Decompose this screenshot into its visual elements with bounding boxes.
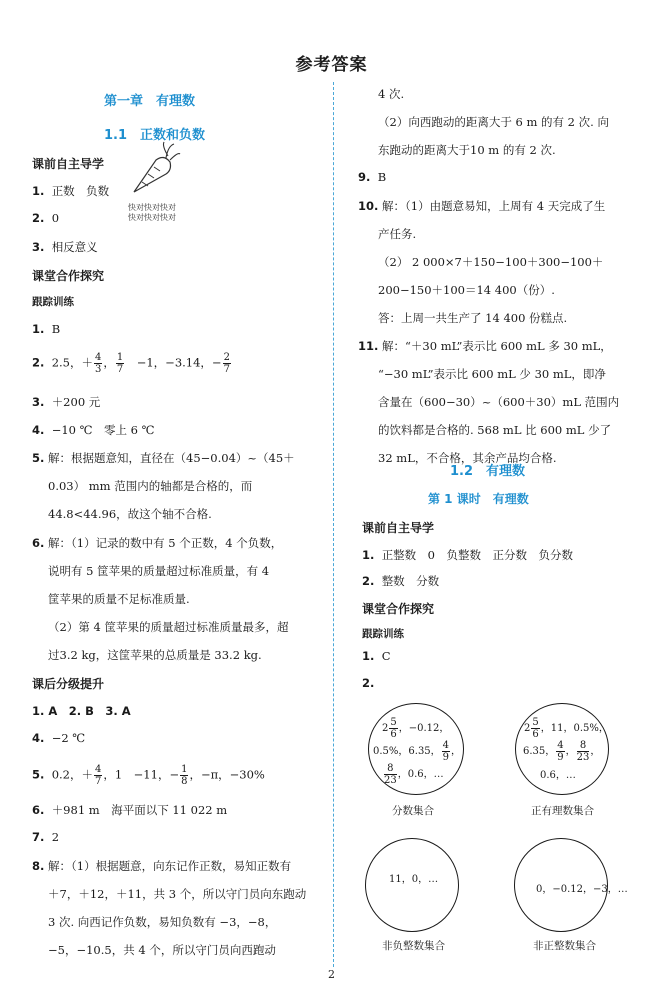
chapter-heading: 第一章 有理数 (104, 94, 196, 109)
lesson-heading: 第 1 课时 有理数 (428, 492, 529, 506)
post-item-8: 8. 解：（1）根据题意，向东记作正数，易知正数有 (32, 859, 292, 873)
answer-9: 9. B (358, 170, 387, 184)
post-item-7: 7. 2 (32, 830, 60, 844)
right-pre-item-1: 1. 正整数 0 负整数 正分数 负分数 (362, 548, 574, 562)
answer-10-line2: 产任务. (378, 227, 417, 241)
left-column (0, 0, 330, 1001)
right-track-item-2: 2. (362, 676, 375, 690)
right-track-heading: 跟踪训练 (362, 628, 404, 640)
coop-heading: 课堂合作探究 (32, 269, 105, 283)
track-item-3: 3. ＋200 元 (32, 395, 101, 409)
answer-10-line4: 200−150＋100＝14 400（份）. (378, 283, 555, 297)
post-item-4: 4. −2 ℃ (32, 731, 86, 745)
pre-class-heading: 课前自主导学 (32, 157, 105, 171)
answer-11-line5: 32 mL，不合格，其余产品均合格. (378, 451, 557, 465)
track-item-6-line5: 过3.2 kg，这筐苹果的总质量是 33.2 kg. (48, 648, 262, 662)
right-cont-line1: （2）向西跑动的距离大于 6 m 的有 2 次. 向 (378, 115, 609, 129)
positive-rational-set-label: 正有理数集合 (531, 805, 594, 817)
kuaidui-stamp: 快对快对快对 快对快对快对 (128, 203, 176, 222)
fraction-set-label: 分数集合 (392, 805, 434, 817)
pre-item-1: 1. 正数 负数 (32, 184, 110, 198)
section-heading-1-2: 1.2 有理数 (450, 464, 526, 479)
track-item-6-line2: 说明有 5 筐苹果的质量超过标准质量，有 4 (48, 564, 270, 578)
carrot-icon (126, 140, 181, 200)
fraction-set-line2: 0.5%，6.35， $\frac{4}{9}$ ， (373, 740, 462, 763)
track-item-1: 1. B (32, 322, 61, 336)
answer-10: 10. 解：（1）由题意易知，上周有 4 天完成了生 (358, 199, 606, 213)
track-item-5: 5. 解：根据题意知，直径在（45−0.04）~（45＋ (32, 451, 295, 465)
answer-11-line2: “−30 mL”表示比 600 mL 少 30 mL，即净 (378, 367, 606, 381)
answer-10-line5: 答：上周一共生产了 14 400 份糕点. (378, 311, 568, 325)
post-item-1-3: 1. A 2. B 3. A (32, 704, 131, 718)
post-item-5: 5. 0.2，＋ $\frac{4}{7}$ ，1 −11，− $\frac{1}{8}$ ，−π，−30% (32, 764, 265, 787)
page-title: 参考答案 (295, 55, 368, 75)
nonnegative-integer-set-circle (365, 838, 459, 932)
positive-rational-line3: 0.6，… (540, 770, 576, 781)
nonnegative-integer-set-label: 非负整数集合 (382, 940, 445, 952)
post-item-6: 6. ＋981 m 海平面以下 11 022 m (32, 803, 228, 817)
right-pre-heading: 课前自主导学 (362, 521, 435, 535)
answer-11-line4: 的饮料都是合格的. 568 mL 比 600 mL 少了 (378, 423, 612, 437)
post-item-8-line4: −5，−10.5，共 4 个，所以守门员向西跑动 (48, 943, 276, 957)
right-pre-item-2: 2. 整数 分数 (362, 574, 440, 588)
track-item-6-line3: 筐苹果的质量不足标准质量. (48, 592, 190, 606)
section-heading-1-1: 1.1 正数和负数 (104, 128, 206, 143)
nonpositive-integer-set-content: 0，−0.12，−3，… (536, 884, 628, 895)
answer-11-line3: 含量在（600−30）~（600＋30）mL 范围内 (378, 395, 620, 409)
nonnegative-integer-set-content: 11，0，… (389, 874, 439, 885)
answer-11: 11. 解：“＋30 mL”表示比 600 mL 多 30 mL， (358, 339, 612, 353)
right-track-item-1: 1. C (362, 649, 391, 663)
nonpositive-integer-set-label: 非正整数集合 (533, 940, 596, 952)
post-item-8-line3: 3 次. 向西记作负数，易知负数有 −3，−8， (48, 915, 277, 929)
right-cont-line0: 4 次. (378, 87, 405, 101)
positive-rational-line2: 6.35， $\frac{4}{9}$ ， $\frac{8}{23}$ ， (523, 740, 601, 763)
fraction-set-line1: 2 $\frac{5}{6}$ ，−0.12， (382, 717, 450, 740)
column-divider (333, 82, 334, 967)
post-class-heading: 课后分级提升 (32, 677, 105, 691)
track-item-2: 2. 2.5，＋ $\frac{4}{3}$ ， $\frac{1}{7}$ −1，−3.14，− $\frac{2}{7}$ (32, 352, 230, 375)
right-coop-heading: 课堂合作探究 (362, 602, 435, 616)
track-item-5-line3: 44.8<44.96，故这个轴不合格. (48, 507, 212, 521)
track-item-5-line2: 0.03） mm 范围内的轴都是合格的，而 (48, 479, 253, 493)
pre-item-3: 3. 相反意义 (32, 240, 98, 254)
pre-item-2: 2. 0 (32, 211, 60, 225)
page-number: 2 (328, 968, 335, 981)
positive-rational-line1: 2 $\frac{5}{6}$ ，11，0.5%， (524, 717, 609, 740)
track-item-6: 6. 解：（1）记录的数中有 5 个正数，4 个负数， (32, 536, 283, 550)
track-item-4: 4. −10 ℃ 零上 6 ℃ (32, 423, 155, 437)
fraction-set-line3: $\frac{8}{23}$ ，0.6，… (384, 763, 444, 786)
post-item-8-line2: ＋7，＋12，＋11，共 3 个，所以守门员向东跑动 (48, 887, 307, 901)
track-item-6-line4: （2）第 4 筐苹果的质量超过标准质量最多，超 (48, 620, 289, 634)
answer-10-line3: （2） 2 000×7＋150−100＋300−100＋ (378, 255, 604, 269)
track-heading: 跟踪训练 (32, 296, 74, 308)
right-cont-line2: 东跑动的距离大于10 m 的有 2 次. (378, 143, 556, 157)
